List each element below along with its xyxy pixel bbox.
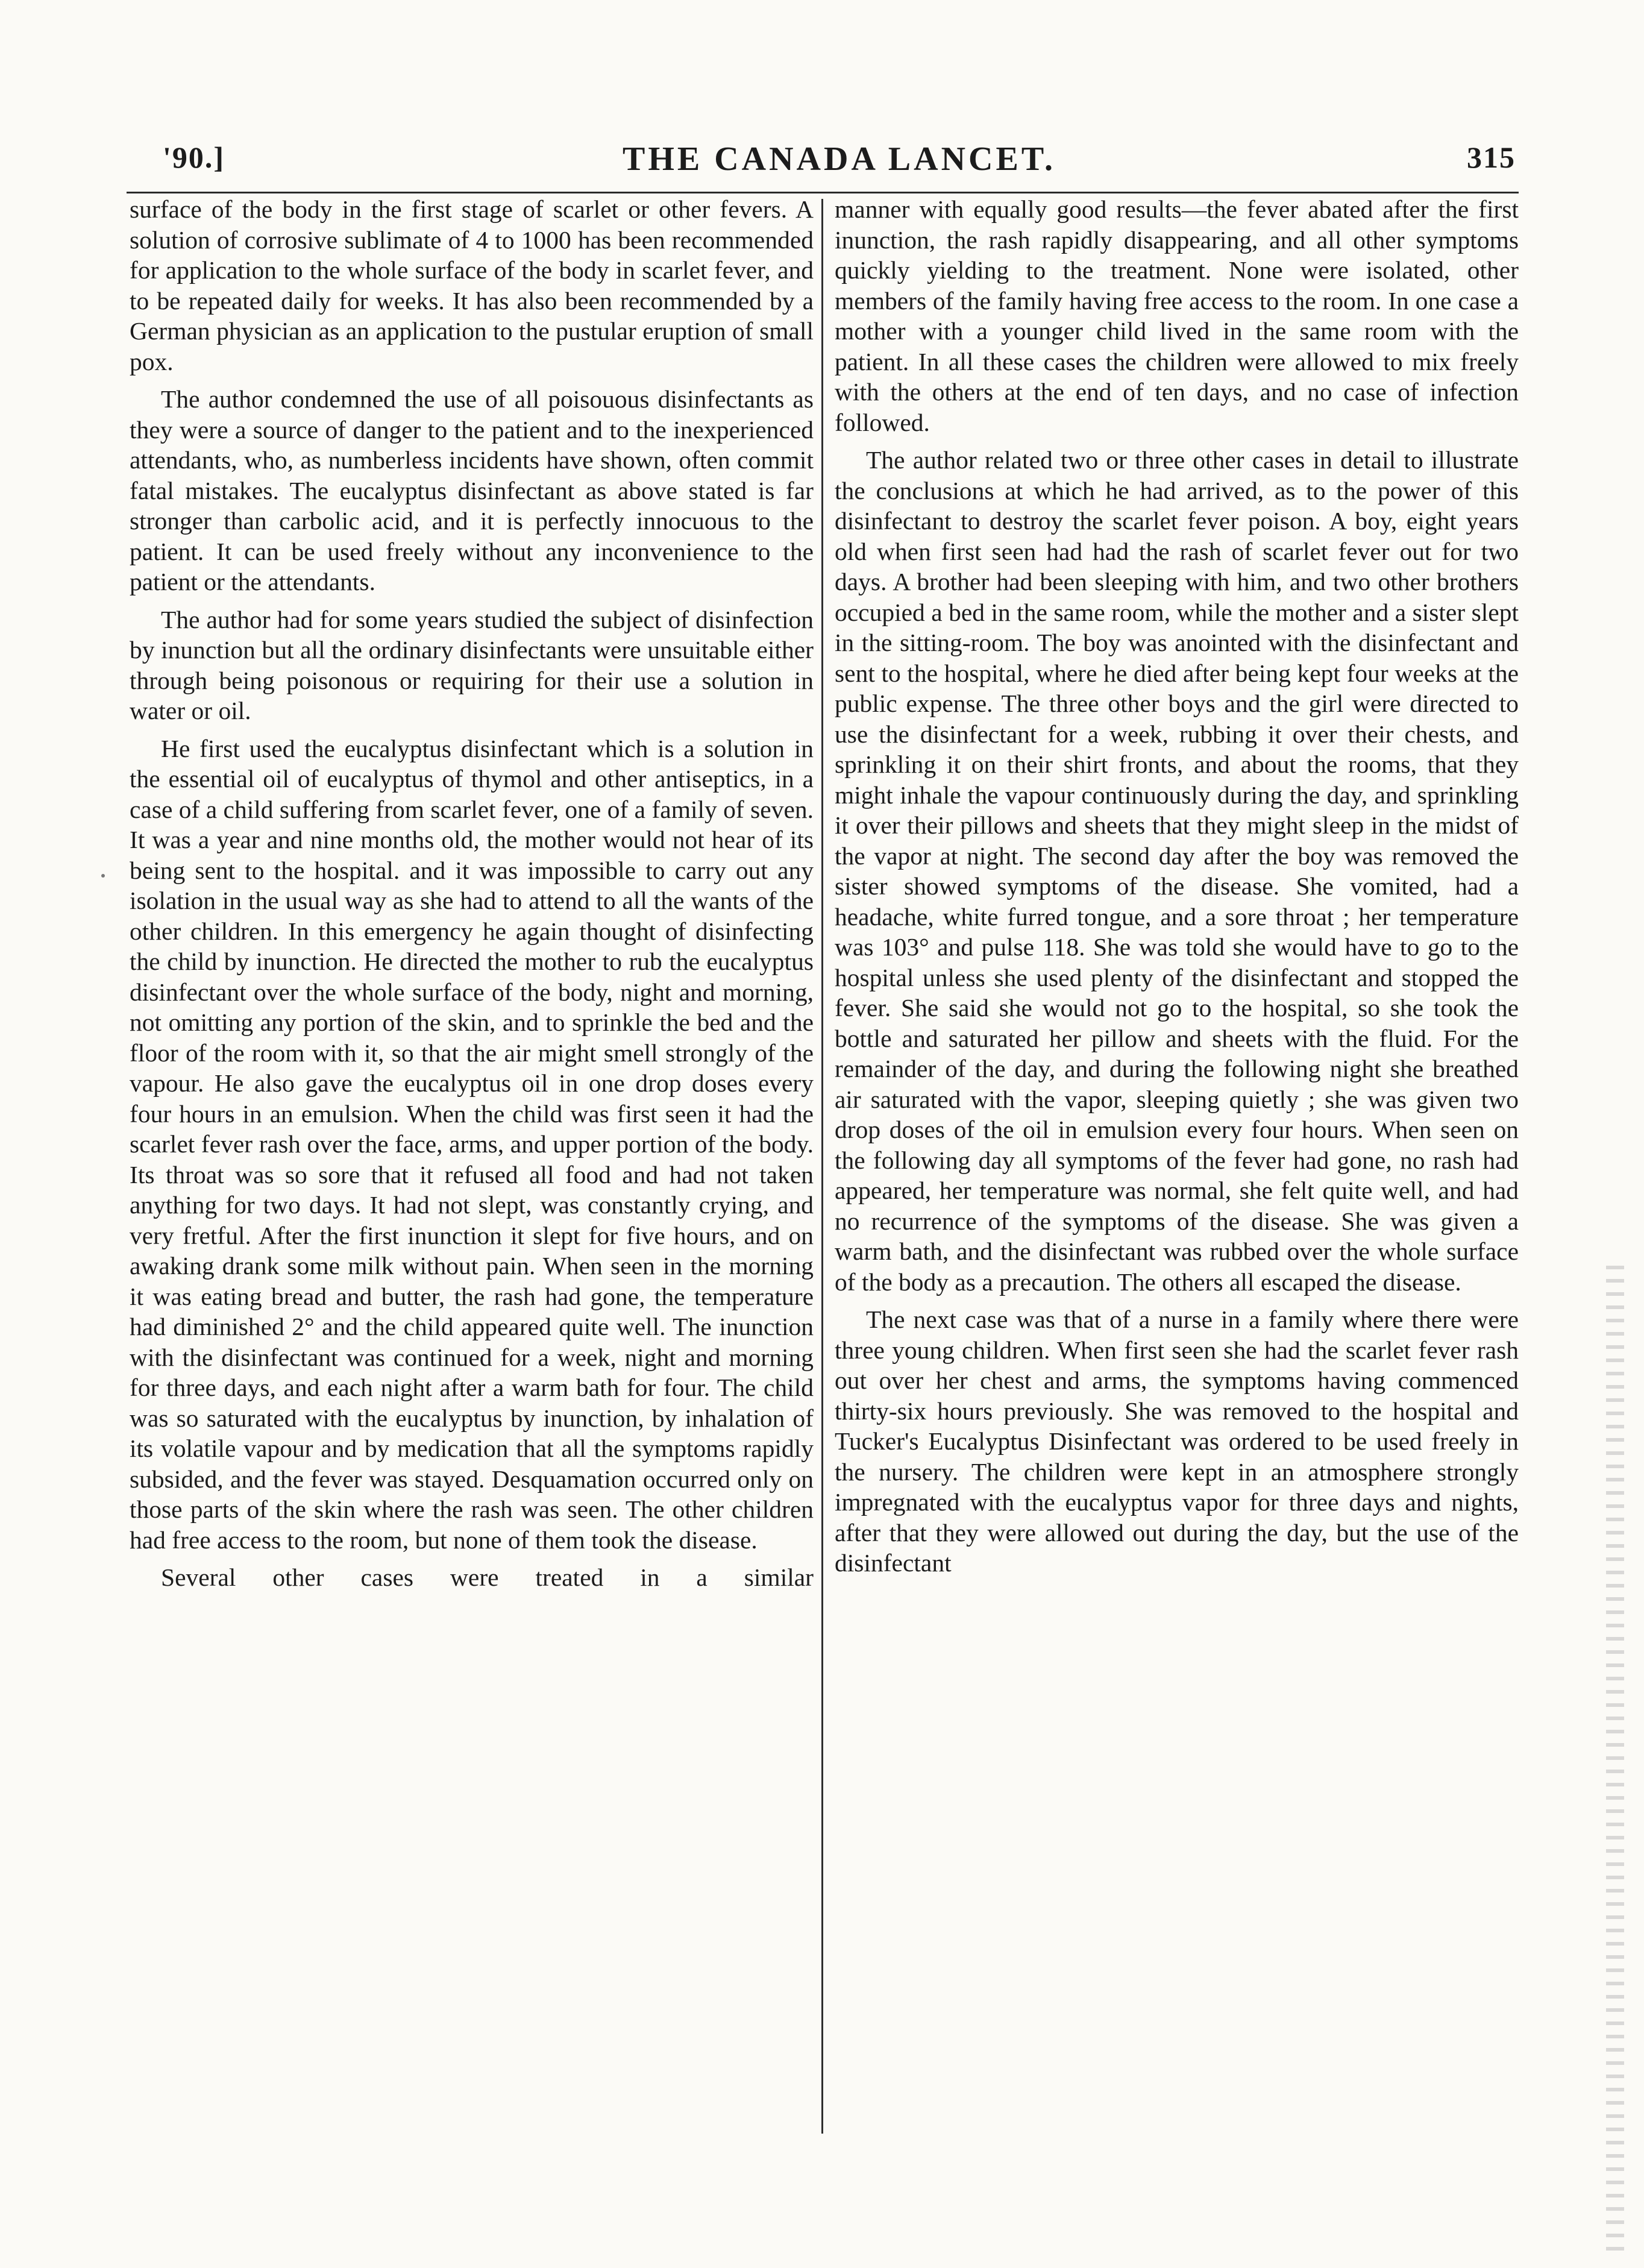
running-header	[163, 140, 1516, 188]
paragraph: Several other cases were treated in a similar	[161, 1563, 814, 1591]
paragraph: manner with equally good results—the fever abated after the first inunction, the rash rapidly disappearing, and all other symptoms quickly yielding to the treatment. None were isolated, other members of the family having free access to the room. In one case a mother with a younger child lived in the same room with the patient. In all these cases the children were allowed to mix freely with the others at the end of ten days, and no case of infection followed.	[835, 195, 1519, 436]
paragraph: The author had for some years studied the subject of disinfection by inunction but all the ordinary disinfectants were unsuitable either through being poisonous or requiring for their use a solution in water or oil.	[130, 605, 814, 724]
column-divider	[821, 199, 823, 2134]
paragraph: The author related two or three other cases in detail to illustrate the conclusions at which he had arrived, as to the power of this disinfectant to destroy the scarlet fever poison. A boy, eight years old when first seen had had the rash of scarlet fever out for two days. A brother had been sleeping with him, and two other brothers occupied a bed in the same room, while the mother and a sister slept in the sitting-room. The boy was anointed with the disinfectant and sent to the hospital, where he died after being kept four weeks at the public expense. The three other boys and the girl were directed to use the disinfectant for a week, rubbing it over their chests, and sprinkling it on their shirt fronts, and about the rooms, that they might inhale the vapour continuously during the day, and sprinkling it over their pillows and sheets that they might sleep in the midst of the vapor at night. The second day after the boy was removed the sister showed symptoms of the disease. She vomited, had a headache, white furred tongue, and a sore throat ; her temperature was 103° and pulse 118. She was told she would have to go to the hospital unless she used plenty of the disinfectant and stopped the fever. She said she would not go to the hospital, so she took the bottle and saturated her pillow and sheets with the fluid. For the remainder of the day, and during the following night she breathed air saturated with the vapor, sleeping quietly ; she was given two drop doses of the oil in emulsion every four hours. When seen on the following day all symptoms of the fever had gone, no rash had appeared, her temperature was normal, she felt quite well, and had no recurrence of the symptoms of the disease. She was given a warm bath, and the disinfectant was rubbed over the whole surface of the body as a precaution. The others all escaped the disease.	[835, 446, 1519, 1296]
paragraph: He first used the eucalyptus disinfectant which is a solution in the essential oil of eucalyptus of thymol and other antiseptics, in a case of a child suffering from scarlet fever, one of a family of seven. It was a year and nine months old, the mother would not hear of its being sent to the hospital. and it was impossible to carry out any isolation in the usual way as she had to attend to all the wants of the other children. In this emergency he again thought of disinfecting the child by inunction. He directed the mother to rub the eucalyptus disinfectant over the whole surface of the body, night and morning, not omitting any portion of the skin, and to sprinkle the bed and the floor of the room with it, so that the air might smell strongly of the vapour. He also gave the eucalyptus oil in one drop doses every four hours in an emulsion. When the child was first seen it had the scarlet fever rash over the face, arms, and upper portion of the body. Its throat was so sore that it refused all food and had not taken anything for two days. It had not slept, was constantly crying, and very fretful. After the first inunction it slept for five hours, and on awaking drank some milk without pain. When seen in the morning it was eating bread and butter, the rash had gone, the temperature had diminished 2° and the child appeared quite well. The inunction with the disinfectant was continued for a week, night and morning for three days, and each night after a warm bath for four. The child was so saturated with the eucalyptus by inunction, by inhalation of its volatile vapour and by medication that all the symptoms rapidly subsided, and the fever was stayed. Desquamation occurred only on those parts of the skin where the rash was seen. The other children had free access to the room, but none of them took the disease.	[130, 734, 814, 1554]
paragraph: surface of the body in the first stage of scarlet or other fevers. A solution of corrosive sublimate of 4 to 1000 has been recommended for application to the whole surface of the body in scarlet fever, and to be repeated daily for weeks. It has also been recommended by a German physician as an application to the pustular eruption of small pox.	[130, 195, 814, 375]
paragraph: The author condemned the use of all poisouous disinfectants as they were a source of danger to the patient and to the inexperienced attendants, who, as numberless incidents have shown, often commit fatal mistakes. The eucalyptus disinfectant as above stated is far stronger than carbolic acid, and it is perfectly innocuous to the patient. It can be used freely without any inconvenience to the patient or the attendants.	[130, 385, 814, 595]
right-column	[835, 194, 1519, 1586]
left-column	[130, 194, 814, 1600]
scan-speck	[101, 874, 105, 878]
page-number: 315	[1467, 140, 1516, 174]
journal-title: THE CANADA LANCET.	[622, 140, 1056, 178]
scan-edge-artifact	[1606, 1266, 1624, 2260]
header-rule	[127, 192, 1519, 193]
volume-year: '90.]	[163, 140, 225, 174]
paragraph: The next case was that of a nurse in a family where there were three young children. When first seen she had the scarlet fever rash out over her chest and arms, the symptoms having commenced thirty-six hours previously. She was removed to the hospital and Tucker's Eucalyptus Disinfectant was ordered to be used freely in the nursery. The children were kept in an atmosphere strongly impregnated with the eucalyptus vapor for three days and nights, after that they were allowed out during the day, but the use of the disinfectant	[835, 1305, 1519, 1577]
